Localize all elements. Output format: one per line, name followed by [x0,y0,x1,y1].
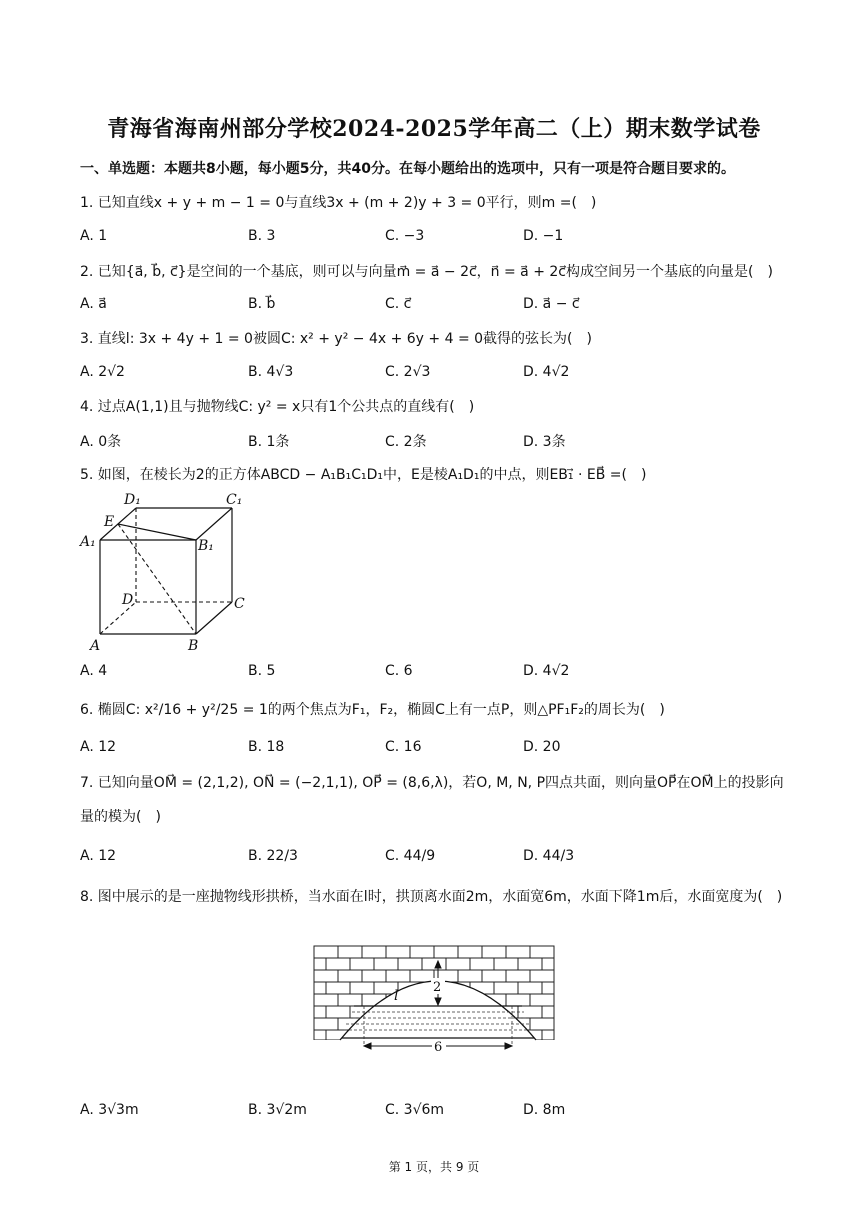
option-a[interactable]: A. a⃗ [80,296,107,312]
question-6: 6. 椭圆C: x²/16 + y²/25 = 1的两个焦点为F₁，F₂，椭圆C上有一点P，则△PF₁F₂的周长为( ) [80,702,665,718]
height-label: 2 [433,980,442,995]
page-footer: 第 1 页，共 9 页 [388,1160,480,1174]
label-d: D [122,592,134,608]
width-label: 6 [434,1040,443,1055]
question-1: 1. 已知直线x + y + m − 1 = 0与直线3x + (m + 2)y + 3 = 0平行，则m =( ) [80,195,597,211]
cube-edge [196,508,232,540]
segment-eb1 [118,524,196,540]
question-5: 5. 如图，在棱长为2的正方体ABCD − A₁B₁C₁D₁中，E是棱A₁D₁的中点，则EB₁⃗ · EB⃗ =( ) [80,467,647,483]
option-b[interactable]: B. 5 [248,663,276,679]
option-b[interactable]: B. b⃗ [248,296,276,312]
option-a[interactable]: A. 2√2 [80,364,125,380]
cube-figure [76,488,256,654]
option-a[interactable]: A. 12 [80,848,117,864]
label-d1: D₁ [124,492,141,508]
option-c[interactable]: C. 6 [385,663,413,679]
cube-edge [196,602,232,634]
question-3: 3. 直线l: 3x + 4y + 1 = 0被圆C: x² + y² − 4x + 6y + 4 = 0截得的弦长为( ) [80,331,592,347]
option-d[interactable]: D. 4√2 [523,364,570,380]
option-c[interactable]: C. −3 [385,228,425,244]
option-a[interactable]: A. 4 [80,663,108,679]
question-4: 4. 过点A(1,1)且与抛物线C: y² = x只有1个公共点的直线有( ) [80,399,475,415]
option-b[interactable]: B. 18 [248,739,285,755]
arrow-head-top [435,961,441,968]
option-a[interactable]: A. 0条 [80,434,122,450]
page-title: 青海省海南州部分学校2024-2025学年高二（上）期末数学试卷 [107,116,761,142]
options-4 [80,431,780,453]
option-a[interactable]: A. 12 [80,739,117,755]
option-c[interactable]: C. 3√6m [385,1102,445,1118]
option-d[interactable]: D. 8m [523,1102,566,1118]
option-b[interactable]: B. 22/3 [248,848,298,864]
question-2: 2. 已知{a⃗, b⃗, c⃗}是空间的一个基底，则可以与向量m⃗ = a⃗ − 2c⃗，n⃗ = a⃗ + 2c⃗构成空间另一个基底的向量是( ) [80,264,773,280]
label-a: A [90,638,101,654]
label-b: B [188,638,199,654]
label-c: C [234,596,245,612]
option-b[interactable]: B. 4√3 [248,364,294,380]
label-e: E [104,514,115,530]
label-a1: A₁ [80,534,96,550]
label-c1: C₁ [226,492,243,508]
options-5 [80,663,780,685]
option-d[interactable]: D. 3条 [523,434,566,450]
option-d[interactable]: D. 4√2 [523,663,570,679]
option-b[interactable]: B. 3 [248,228,276,244]
options-6 [80,739,780,761]
options-7 [80,848,780,870]
arrow-head-bottom [435,998,441,1005]
option-c[interactable]: C. 2条 [385,434,427,450]
option-d[interactable]: D. −1 [523,228,564,244]
bridge-figure [312,942,556,1058]
option-d[interactable]: D. a⃗ − c⃗ [523,296,580,312]
options-3 [80,364,780,386]
option-b[interactable]: B. 1条 [248,434,290,450]
option-c[interactable]: C. 44/9 [385,848,436,864]
option-b[interactable]: B. 3√2m [248,1102,307,1118]
option-a[interactable]: A. 1 [80,228,108,244]
option-a[interactable]: A. 3√3m [80,1102,139,1118]
arrow-head-left [364,1043,371,1049]
section-heading: 一、单选题：本题共8小题，每小题5分，共40分。在每小题给出的选项中，只有一项是符合题目要求的。 [80,161,735,177]
option-d[interactable]: D. 20 [523,739,561,755]
option-c[interactable]: C. 2√3 [385,364,431,380]
options-2 [80,296,780,318]
arrow-head-right [505,1043,512,1049]
options-8 [80,1102,780,1124]
option-d[interactable]: D. 44/3 [523,848,575,864]
option-c[interactable]: C. 16 [385,739,422,755]
label-b1: B₁ [198,538,214,554]
question-7: 7. 已知向量OM⃗ = (2,1,2), ON⃗ = (−2,1,1), OP⃗ = (8,6,λ)，若O, M, N, P四点共面，则向量OP⃗在OM⃗上的投影向量的模为( ) [80,775,784,825]
water-label: l [394,988,399,1004]
options-1 [80,228,780,250]
question-8: 8. 图中展示的是一座抛物线形拱桥，当水面在l时，拱顶离水面2m，水面宽6m，水面下降1m后，水面宽度为( ) [80,889,783,905]
option-c[interactable]: C. c⃗ [385,296,412,312]
